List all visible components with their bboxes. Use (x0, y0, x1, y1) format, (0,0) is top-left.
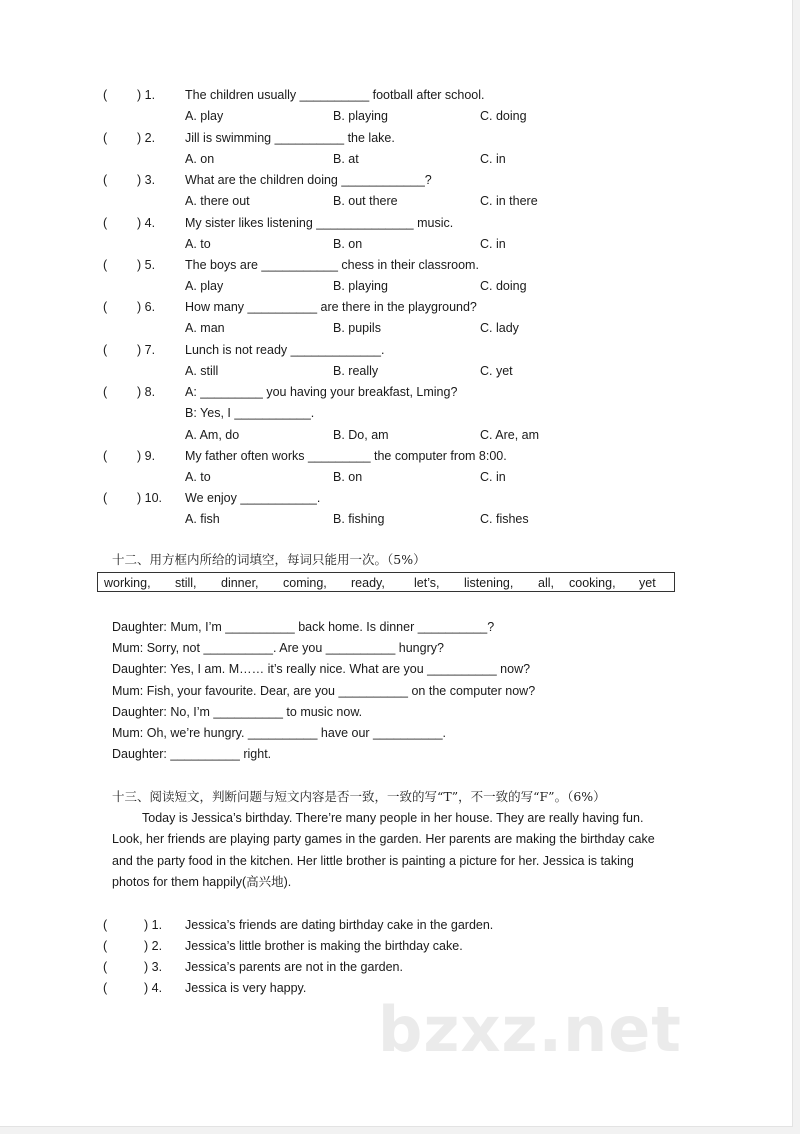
option-a: A. play (185, 279, 224, 293)
question-number: ) 3. (137, 173, 156, 187)
tf-statement: Jessica is very happy. (185, 981, 307, 995)
option-b: B. on (333, 237, 363, 251)
passage-line: Look, her friends are playing party games in the garden. Her parents are making the birthday cake (112, 832, 655, 846)
question-number: ) 1. (144, 918, 163, 932)
option-b: B. at (333, 152, 359, 166)
dialogue-line: Mum: Sorry, not __________. Are you __________ hungry? (112, 641, 444, 655)
option-a: A. still (185, 364, 219, 378)
option-a: A. there out (185, 194, 250, 208)
word-bank-item: cooking, (569, 576, 616, 590)
word-bank-item: dinner, (221, 576, 259, 590)
option-c: C. in (480, 470, 506, 484)
word-bank-item: yet (639, 576, 656, 590)
answer-paren: ( (103, 449, 108, 463)
answer-paren: ( (103, 960, 108, 974)
passage-line: and the party food in the kitchen. Her little brother is painting a picture for her. Jessica is taking (112, 854, 634, 868)
word-bank-item: ready, (351, 576, 385, 590)
word-bank-item: working, (104, 576, 151, 590)
answer-paren: ( (103, 981, 108, 995)
dialogue-line: Daughter: __________ right. (112, 747, 272, 761)
question-stem: My sister likes listening ______________ music. (185, 216, 454, 230)
tf-statement: Jessica’s little brother is making the birthday cake. (185, 939, 463, 953)
option-c: C. in (480, 237, 506, 251)
section-12-title: 十二、用方框内所给的词填空，每词只能用一次。（5%） (112, 552, 426, 567)
question-stem: How many __________ are there in the playground? (185, 300, 477, 314)
question-stem: My father often works _________ the computer from 8:00. (185, 449, 507, 463)
question-number: ) 9. (137, 449, 156, 463)
answer-paren: ( (103, 343, 108, 357)
question-stem: Jill is swimming __________ the lake. (185, 131, 395, 145)
question-number: ) 4. (137, 216, 156, 230)
answer-paren: ( (103, 258, 108, 272)
question-stem: A: _________ you having your breakfast, Lming? (185, 385, 458, 399)
question-number: ) 1. (137, 88, 156, 102)
question-number: ) 7. (137, 343, 156, 357)
word-bank-item: coming, (283, 576, 327, 590)
question-number: ) 4. (144, 981, 163, 995)
option-c: C. fishes (480, 512, 529, 526)
answer-paren: ( (103, 939, 108, 953)
option-a: A. play (185, 109, 224, 123)
question-stem: The children usually __________ football after school. (185, 88, 485, 102)
dialogue-line: Daughter: No, I’m __________ to music now. (112, 705, 363, 719)
option-a: A. to (185, 237, 211, 251)
answer-paren: ( (103, 131, 108, 145)
option-a: A. fish (185, 512, 220, 526)
answer-paren: ( (103, 216, 108, 230)
question-number: ) 3. (144, 960, 163, 974)
option-b: B. playing (333, 279, 388, 293)
option-b: B. out there (333, 194, 398, 208)
section-13-title: 十三、阅读短文，判断问题与短文内容是否一致，一致的写“T”，不一致的写“F”。（6%） (112, 789, 606, 804)
question-number: ) 5. (137, 258, 156, 272)
question-number: ) 2. (144, 939, 163, 953)
option-b: B. pupils (333, 321, 381, 335)
answer-paren: ( (103, 385, 108, 399)
option-c: C. in there (480, 194, 538, 208)
word-bank-item: let’s, (414, 576, 440, 590)
option-c: C. in (480, 152, 506, 166)
question-number: ) 10. (137, 491, 163, 505)
option-c: C. Are, am (480, 428, 540, 442)
option-c: C. lady (480, 321, 519, 335)
answer-paren: ( (103, 88, 108, 102)
option-c: C. doing (480, 109, 527, 123)
option-b: B. really (333, 364, 379, 378)
question-stem: What are the children doing ____________? (185, 173, 432, 187)
word-bank-box (97, 572, 675, 592)
question-stem: We enjoy ___________. (185, 491, 321, 505)
word-bank-item: all, (538, 576, 554, 590)
option-b: B. Do, am (333, 428, 389, 442)
word-bank-item: listening, (464, 576, 514, 590)
question-stem: Lunch is not ready _____________. (185, 343, 385, 357)
option-a: A. to (185, 470, 211, 484)
question-number: ) 6. (137, 300, 156, 314)
option-b: B. fishing (333, 512, 385, 526)
answer-paren: ( (103, 918, 108, 932)
passage-line: Today is Jessica’s birthday. There’re many people in her house. They are really having fun. (142, 811, 644, 825)
tf-statement: Jessica’s parents are not in the garden. (185, 960, 403, 974)
question-stem-line-2: B: Yes, I ___________. (185, 406, 315, 420)
option-c: C. yet (480, 364, 513, 378)
answer-paren: ( (103, 173, 108, 187)
dialogue-line: Mum: Oh, we’re hungry. __________ have our __________. (112, 726, 447, 740)
answer-paren: ( (103, 300, 108, 314)
word-bank-item: still, (175, 576, 197, 590)
passage-line: photos for them happily(高兴地). (112, 875, 292, 889)
question-number: ) 2. (137, 131, 156, 145)
dialogue-line: Daughter: Yes, I am. M…… it’s really nice. What are you __________ now? (112, 662, 531, 676)
tf-statement: Jessica’s friends are dating birthday cake in the garden. (185, 918, 494, 932)
dialogue-line: Mum: Fish, your favourite. Dear, are you __________ on the computer now? (112, 684, 536, 698)
option-b: B. playing (333, 109, 388, 123)
question-stem: The boys are ___________ chess in their classroom. (185, 258, 479, 272)
option-a: A. Am, do (185, 428, 240, 442)
option-b: B. on (333, 470, 363, 484)
watermark-logo: bzxz.net (378, 993, 682, 1066)
option-c: C. doing (480, 279, 527, 293)
option-a: A. on (185, 152, 215, 166)
question-number: ) 8. (137, 385, 156, 399)
option-a: A. man (185, 321, 225, 335)
dialogue-line: Daughter: Mum, I’m __________ back home. Is dinner __________? (112, 620, 495, 634)
answer-paren: ( (103, 491, 108, 505)
